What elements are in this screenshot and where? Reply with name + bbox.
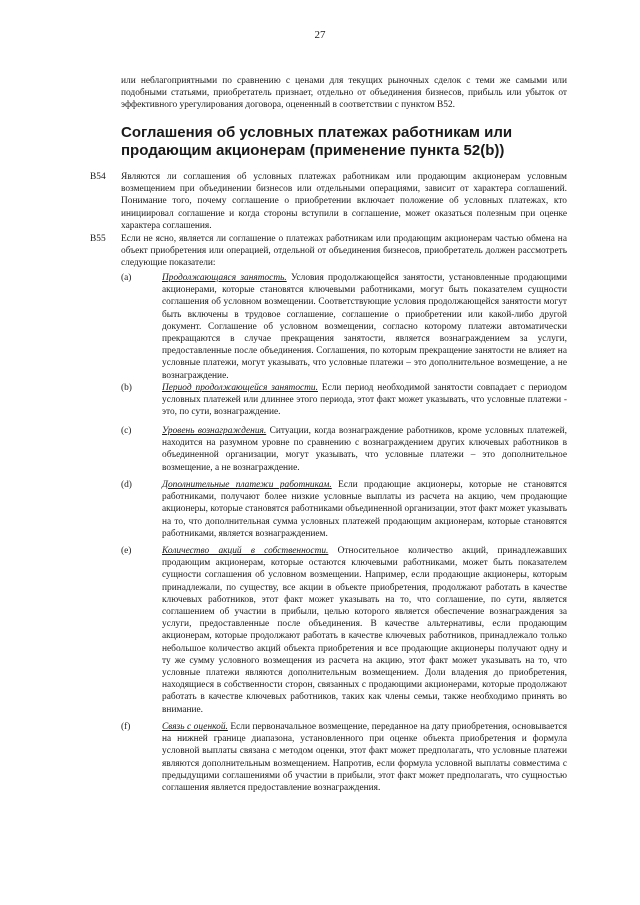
subitem-c-text: Ситуации, когда вознаграждение работников, кроме условных платежей, находится на разумном уровне по сравнению с вознаграждением других ключевых работников в объединенной организации, могут указывать, что условные платежи – это дополнительное возмещение, а не вознаграждение. [162,426,567,473]
paragraph-b54: Являются ли соглашения об условных платежах работникам или продающим акционерам условным возмещением при объединении бизнесов или отдельными операциями, зависит от характера соглашений. Понимание того, почему соглашение о приобретении включает положение об условных платежах, кто инициировал соглашение и когда стороны вступили в соглашение, может оказаться полезным при оценке характера соглашения. [121,172,567,231]
subitem-b-text: Если период необходимой занятости совпадает с периодом условных платежей или длиннее этого периода, этот факт может указывать, что условные платежи - это, по сути, вознаграждение. [162,383,567,418]
subitem-c [162,425,567,474]
page-number: 27 [314,29,326,41]
subitem-c-lead: Уровень вознаграждения. [162,426,267,436]
subitem-d [162,479,567,540]
subitem-e [162,545,567,716]
subitem-f-lead: Связь с оценкой. [162,722,228,732]
subitem-letter-c: (c) [121,426,132,436]
paragraph-b55: Если не ясно, является ли соглашение о платежах работникам или продающим акционерам частью обмена на объект приобретения или операцией, отдельной от объединения бизнесов, приобретатель должен рассмотреть следующие показатели: [121,234,567,269]
subitem-e-text: Относительное количество акций, принадлежавших продающим акционерам, которые остаются ключевыми работниками, может быть показателем сущности соглашения об условном возмещении. Например, если продающие акционеры, которым принадлежали, по существу, все акции в объекте приобретения, продолжают работать в качестве ключевых работников, этот факт может указывать на то, что соглашение, по сути, является соглашением об участии в прибыли, целью которого является обеспечение вознаграждения за услуги, предоставленные после объединения. В качестве альтернативы, если продающим акционерам, которые продолжают работать в качестве ключевых работников, принадлежало только небольшое количество акций объекта приобретения и все продающие акционеры получают одну и ту же сумму условного возмещения из расчета на акцию, этот факт может указывать на то, что условные платежи являются дополнительным возмещением. Доли владения до приобретения, находящиеся в собственности сторон, связанных с продающими акционерами, которые продолжают работать в качестве ключевых работников, таких как члены семьи, также необходимо принять во внимание. [162,546,568,715]
subitem-letter-f: (f) [121,722,131,732]
section-heading: Соглашения об условных платежах работникам или продающим акционерам (применение пункта 52(b)) [121,124,513,159]
paragraph-number-b55: B55 [90,234,106,244]
intro-paragraph: или неблагоприятными по сравнению с ценами для текущих рыночных сделок с теми же самыми или подобными статьями, приобретатель признает, отдельно от объединения бизнесов, прибыль или убыток от эффективного урегулирования договора, оцененный в соответствии с пунктом B52. [121,76,567,111]
subitem-a-lead: Продолжающаяся занятость. [162,273,287,283]
subitem-letter-a: (a) [121,273,132,283]
subitem-b [162,382,567,419]
subitem-a [162,272,567,382]
subitem-e-lead: Количество акций в собственности. [162,546,329,556]
subitem-f-text: Если первоначальное возмещение, переданное на дату приобретения, основывается на нижней границе диапазона, установленного при оценке объекта приобретения и формула условной выплаты связана с методом оценки, этот факт может предполагать, что условные платежи являются дополнительным возмещением. Напротив, если формула условной выплаты совместима с предыдущими соглашениями об участии в прибыли, этот факт может предполагать, что сущностью соглашения является предоставление вознаграждения. [162,722,568,794]
subitem-letter-d: (d) [121,480,132,490]
subitem-d-lead: Дополнительные платежи работникам. [162,480,332,490]
subitem-d-text: Если продающие акционеры, которые не становятся работниками, получают более низкие условные выплаты из расчета на акцию, чем продающие акционеры, которые становятся работниками объединенной организации, этот факт может указывать на то, что дополнительная сумма условных платежей продающим акционерам, которые становятся работниками, является вознаграждением. [162,480,567,539]
subitem-b-lead: Период продолжающейся занятости. [162,383,318,393]
subitem-letter-e: (e) [121,546,132,556]
paragraph-number-b54: B54 [90,172,106,182]
subitem-f [162,721,567,794]
subitem-a-text: Условия продолжающейся занятости, установленные продающими акционерами, которые становятся ключевыми работниками, могут быть показателем сущности соглашения об условном возмещении. Соответствующие условия продолжающейся занятости могут быть включены в трудовое соглашение, соглашение о приобретении или какой-либо другой документ. Соглашение об условном возмещении, согласно которому платежи автоматически прекращаются в случае прекращения занятости, является вознаграждением за услуги, предоставленные после объединения. Соглашения, по которым прекращение занятости не влияет на условные платежи, могут указывать, что условные платежи – это дополнительное возмещение, а не вознаграждение. [162,273,567,381]
subitem-letter-b: (b) [121,383,132,393]
